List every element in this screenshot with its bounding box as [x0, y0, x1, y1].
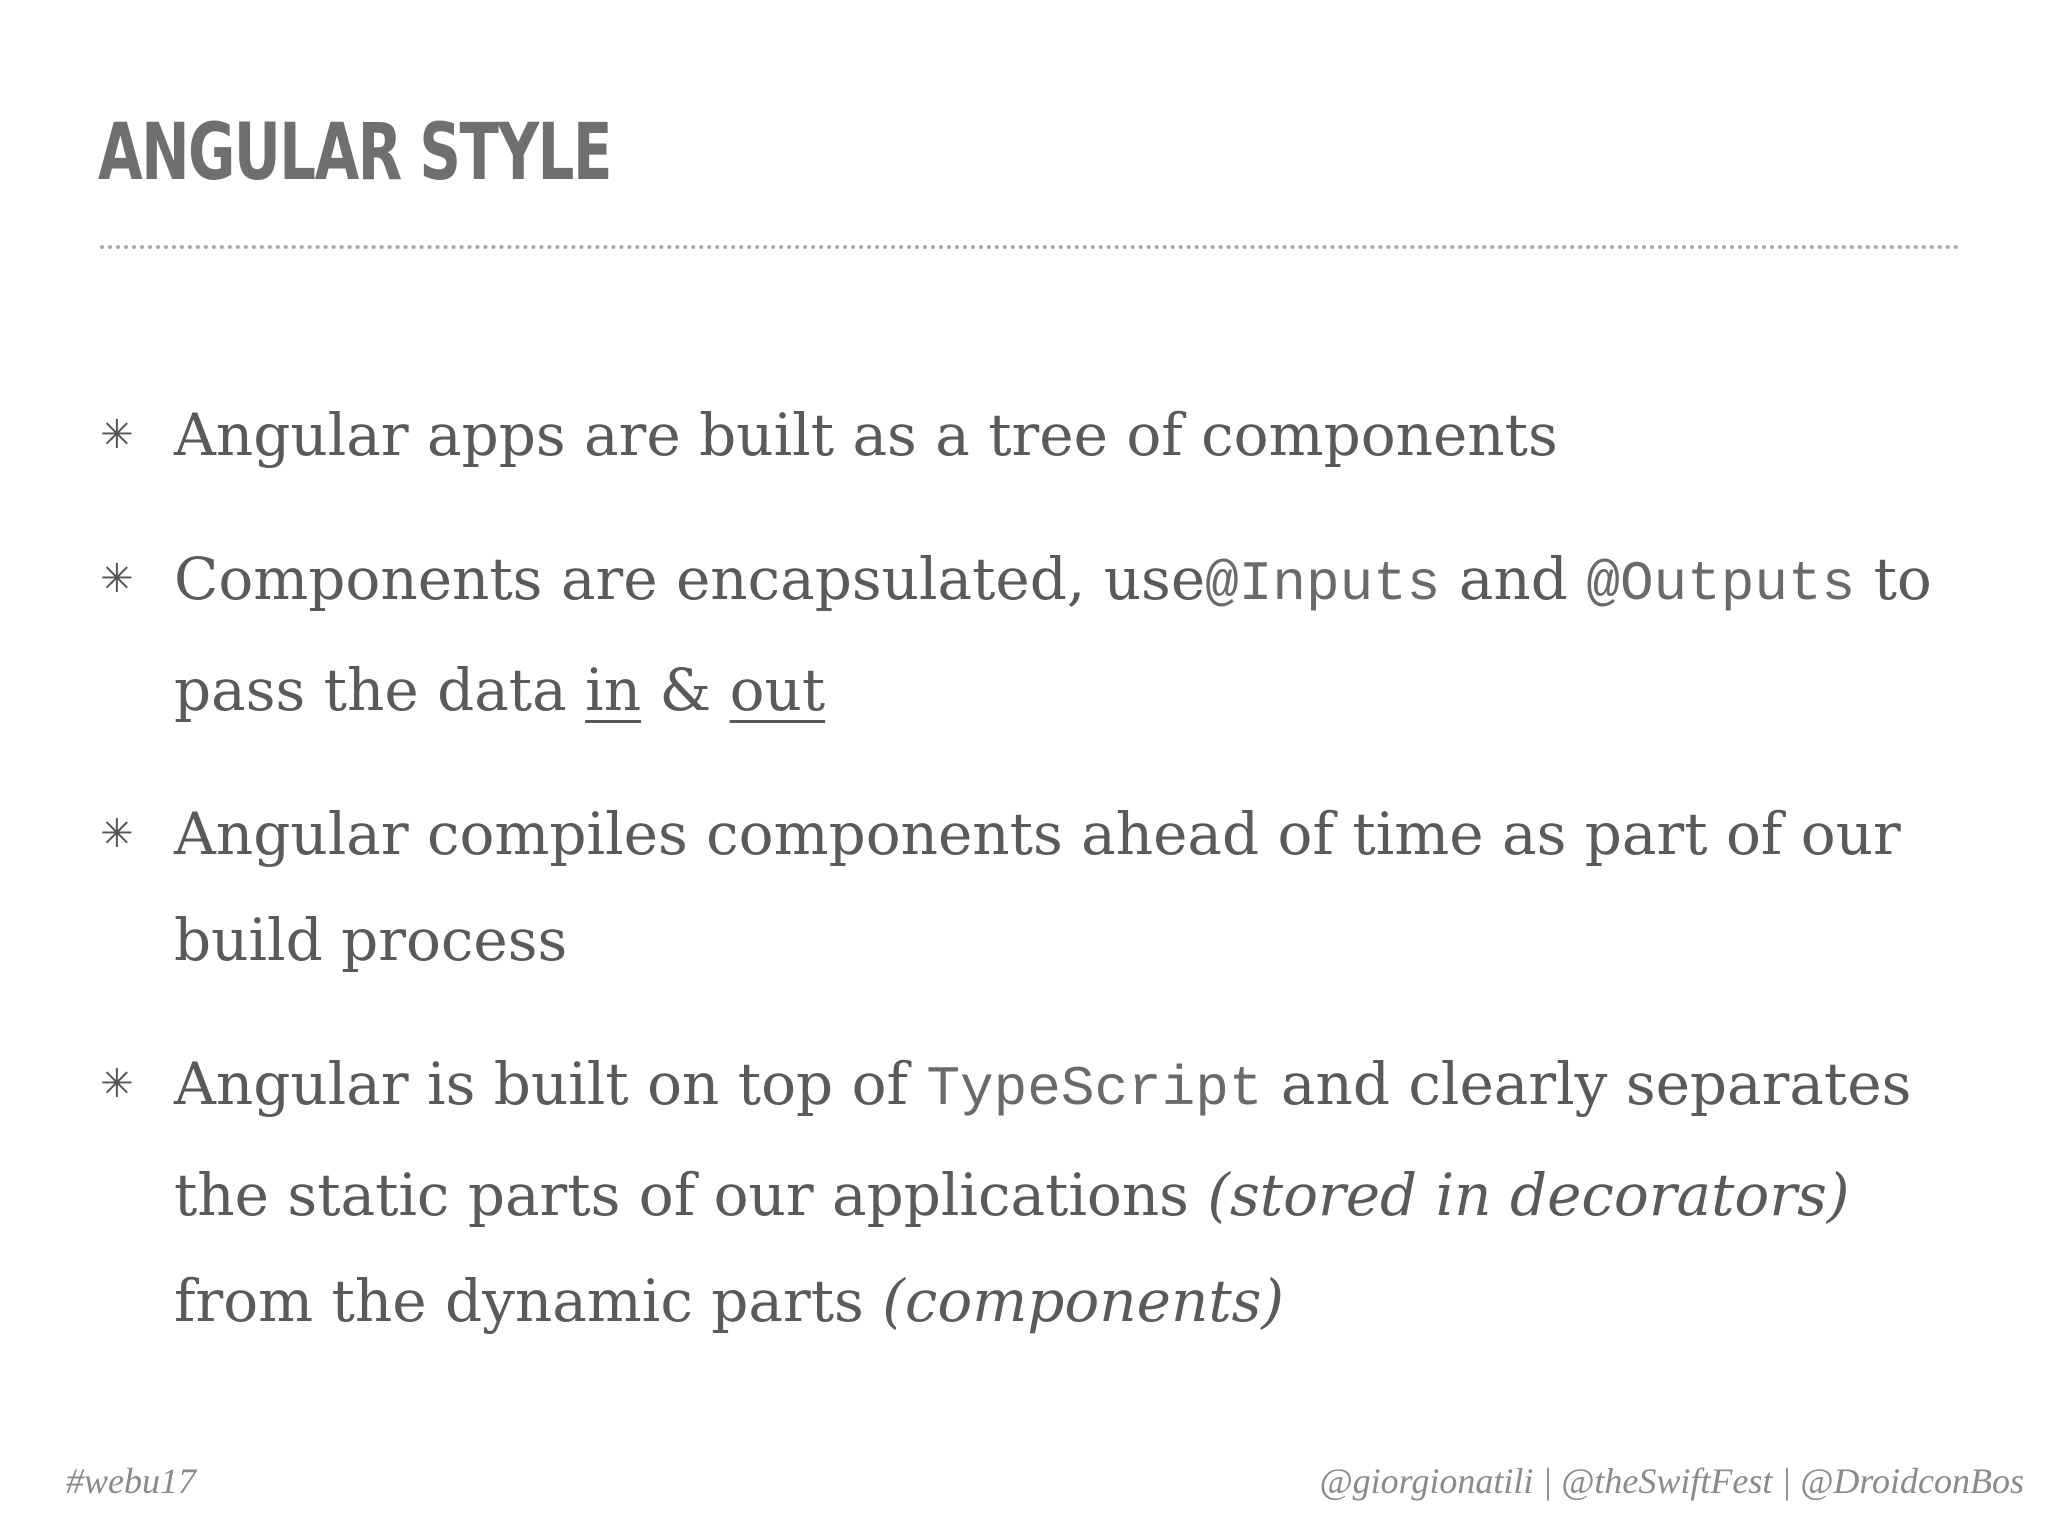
bullet-text: Components are encapsulated, use	[174, 545, 1206, 613]
bullet-text: Angular is built on top of	[174, 1050, 927, 1118]
code-outputs: @Outputs	[1586, 552, 1856, 616]
italic-components: (components)	[882, 1267, 1285, 1335]
bullet-text: Angular apps are built as a tree of components	[174, 401, 1558, 469]
bullet-text: &	[641, 656, 730, 724]
code-inputs: @Inputs	[1205, 552, 1441, 616]
bullet-text: and clearly separates the static parts of our applications	[174, 1050, 1912, 1229]
title-divider	[100, 245, 1960, 249]
asterisk-bullet-icon: ✳	[100, 811, 134, 857]
bullet-item	[100, 781, 1980, 993]
bullet-text: from the dynamic parts	[174, 1267, 883, 1335]
underlined-in: in	[585, 656, 642, 724]
asterisk-bullet-icon: ✳	[100, 556, 134, 602]
bullet-text: Angular compiles components ahead of time as part of our build process	[174, 800, 1901, 974]
footer-handles: @giorgionatili | @theSwiftFest | @DroidconBos	[1319, 1461, 2024, 1501]
slide-title: ANGULAR STYLE	[98, 108, 611, 198]
italic-stored-in-decorators: (stored in decorators)	[1207, 1161, 1850, 1229]
footer-hashtag: #webu17	[66, 1461, 196, 1501]
code-typescript: TypeScript	[926, 1057, 1263, 1121]
bullet-text: to pass the data	[174, 545, 1932, 724]
underlined-out: out	[729, 656, 826, 724]
bullet-list	[100, 382, 1980, 1392]
bullet-item	[100, 382, 1980, 488]
asterisk-bullet-icon: ✳	[100, 412, 134, 458]
bullet-item	[100, 1031, 1980, 1354]
bullet-text: and	[1440, 545, 1587, 613]
asterisk-bullet-icon: ✳	[100, 1061, 134, 1107]
bullet-item	[100, 526, 1980, 743]
